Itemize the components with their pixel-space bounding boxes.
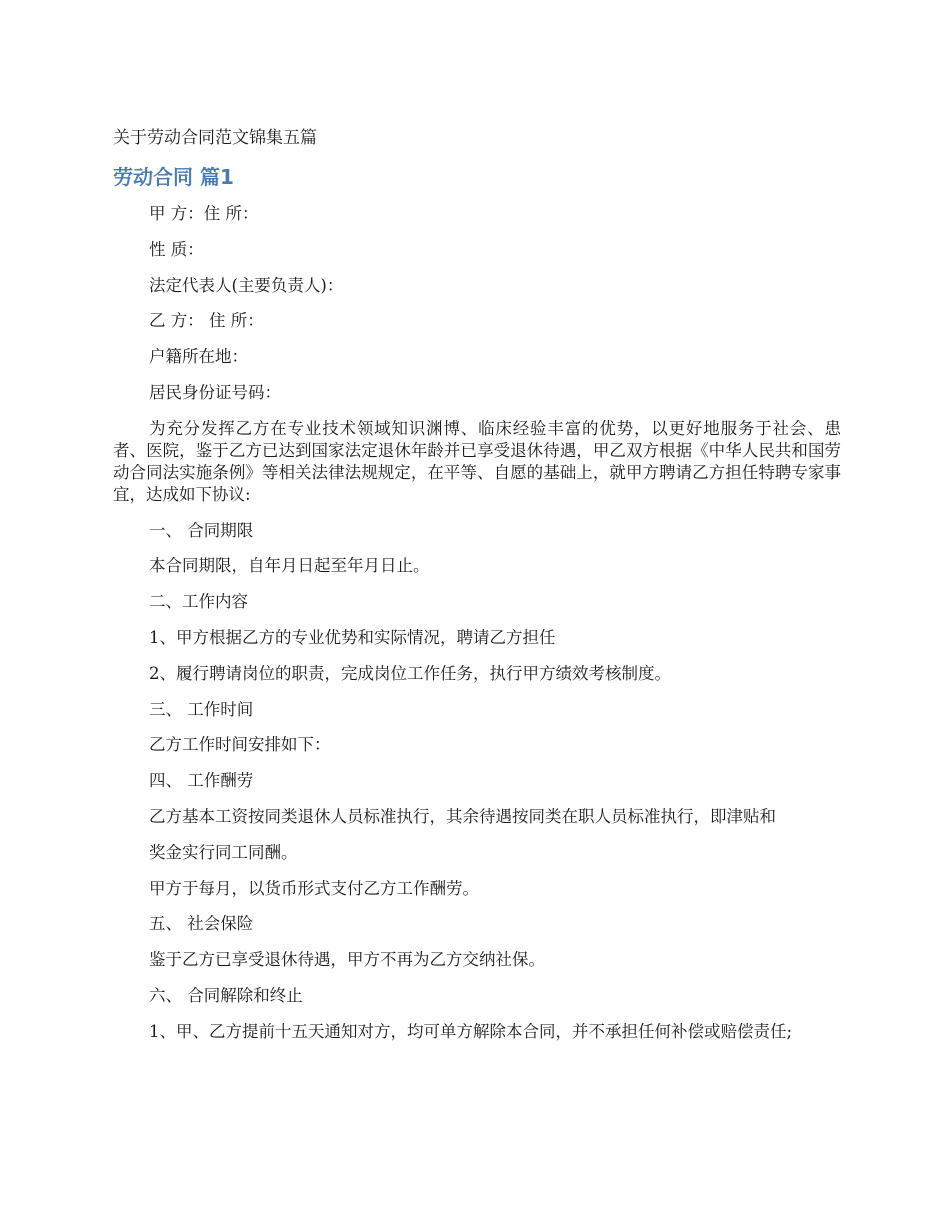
document-title: 关于劳动合同范文锦集五篇 <box>113 128 317 148</box>
clause-heading-work-time: 三、 工作时间 <box>149 699 254 719</box>
equal-pay-paragraph: 奖金实行同工同酬。 <box>149 842 298 862</box>
party-a-line: 甲 方：住 所： <box>149 204 259 223</box>
termination-item-1: 1、甲、乙方提前十五天通知对方，均可单方解除本合同，并不承担任何补偿或赔偿责任; <box>149 1021 793 1041</box>
household-registration-line: 户籍所在地： <box>149 347 248 367</box>
document-body <box>113 203 841 1043</box>
clause-heading-remuneration: 四、 工作酬劳 <box>149 771 254 791</box>
term-paragraph: 本合同期限，自年月日起至年月日止。 <box>149 556 430 576</box>
work-time-paragraph: 乙方工作时间安排如下： <box>149 735 331 755</box>
clause-heading-work-content: 二、工作内容 <box>149 592 248 612</box>
clause-heading-termination: 六、 合同解除和终止 <box>149 985 303 1005</box>
clause-heading-social-insurance: 五、 社会保险 <box>149 914 254 934</box>
party-b-line: 乙 方： 住 所： <box>149 311 264 331</box>
social-insurance-paragraph: 鉴于乙方已享受退休待遇，甲方不再为乙方交纳社保。 <box>149 950 545 970</box>
clause-heading-term: 一、 合同期限 <box>149 520 254 540</box>
payment-paragraph: 甲方于每月，以货币形式支付乙方工作酬劳。 <box>149 878 479 898</box>
section-heading: 劳动合同 篇1 <box>113 165 234 189</box>
work-content-item-2: 2、履行聘请岗位的职责，完成岗位工作任务，执行甲方绩效考核制度。 <box>149 663 671 683</box>
remuneration-paragraph: 乙方基本工资按同类退休人员标准执行，其余待遇按同类在职人员标准执行，即津贴和 <box>149 806 776 826</box>
nature-line: 性 质： <box>149 239 204 259</box>
legal-rep-line: 法定代表人(主要负责人)： <box>149 275 344 295</box>
preamble-paragraph: 为充分发挥乙方在专业技术领域知识渊博、临床经验丰富的优势，以更好地服务于社会、患者、医院，鉴于乙方已达到国家法定退休年龄并已享受退休待遇，甲乙双方根据《中华人民共和国劳动合同法实施条例》等相关法律法规规定，在平等、自愿的基础上，就甲方聘请乙方担任特聘专家事宜，达成如下协议: <box>113 418 841 504</box>
work-content-item-1: 1、甲方根据乙方的专业优势和实际情况，聘请乙方担任 <box>149 627 556 647</box>
id-number-line: 居民身份证号码： <box>149 382 281 402</box>
